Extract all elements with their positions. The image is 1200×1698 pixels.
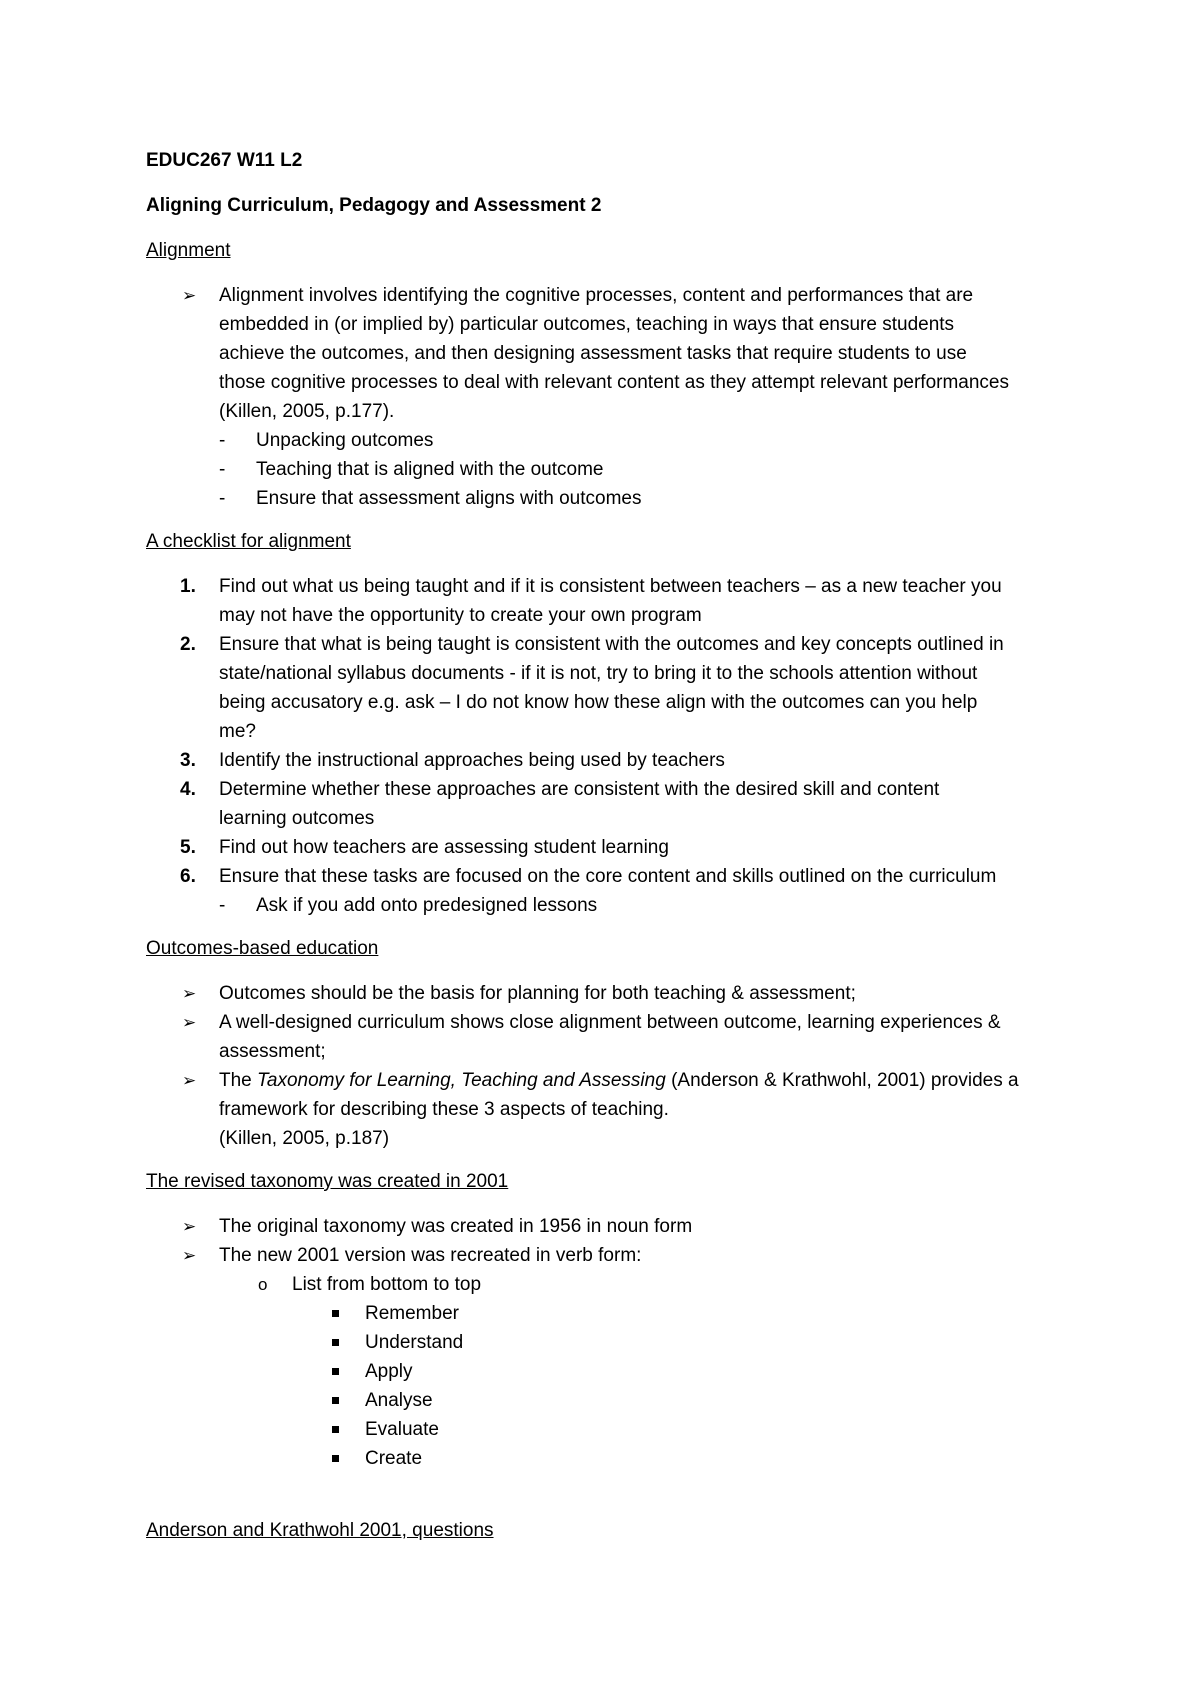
- bullet-text: [219, 1066, 1019, 1124]
- item-number: 3.: [180, 750, 196, 771]
- document-content: [146, 146, 1066, 1561]
- square-bullet-icon: [332, 1455, 339, 1462]
- bullet-item: [146, 979, 1066, 1008]
- item-text: Find out what us being taught and if it is consistent between teachers – as a new teacher you may not have the opportunity to create your own program: [219, 576, 1002, 626]
- bullet-item: [146, 1008, 1066, 1066]
- item-text: Ensure that these tasks are focused on the core content and skills outlined on the curriculum: [219, 866, 997, 887]
- course-code: EDUC267 W11 L2: [146, 150, 303, 171]
- item-text: Ensure that what is being taught is consistent with the outcomes and key concepts outlined in state/national syllabus documents - if it is not, try to bring it to the schools attention without being accusatory e.g. ask – I do not know how these align with the outcomes can you help me?: [219, 634, 1004, 742]
- square-bullet-icon: [332, 1339, 339, 1346]
- taxonomy-title: Taxonomy for Learning, Teaching and Assessing: [257, 1070, 666, 1091]
- level-text: Understand: [365, 1332, 464, 1353]
- arrow-bullet-icon: ➢: [182, 286, 197, 305]
- item-text: Find out how teachers are assessing student learning: [219, 837, 669, 858]
- square-bullet-icon: [332, 1368, 339, 1375]
- section-heading-alignment: Alignment: [146, 240, 231, 261]
- arrow-bullet-icon: ➢: [182, 984, 197, 1003]
- item-number: 5.: [180, 837, 196, 858]
- level-text: Apply: [365, 1361, 413, 1382]
- taxonomy-level: [146, 1357, 1066, 1386]
- bullet-text: A well-designed curriculum shows close alignment between outcome, learning experiences & assessment;: [219, 1012, 1001, 1062]
- dash-marker: -: [219, 488, 226, 509]
- dash-text: Ensure that assessment aligns with outcomes: [256, 488, 642, 509]
- dash-item: [146, 455, 1066, 484]
- bullet-text-post: (Anderson & Krathwohl, 2001) provides a framework for describing these 3 aspects of teaching.: [219, 1070, 1019, 1120]
- numbered-item: [146, 572, 1066, 630]
- arrow-bullet-icon: ➢: [182, 1071, 197, 1090]
- item-text: Determine whether these approaches are consistent with the desired skill and content learning outcomes: [219, 779, 940, 829]
- dash-marker: -: [219, 430, 226, 451]
- dash-marker: -: [219, 895, 226, 916]
- level-text: Evaluate: [365, 1419, 439, 1440]
- numbered-item: [146, 833, 1066, 862]
- dash-item: [146, 484, 1066, 513]
- square-bullet-icon: [332, 1397, 339, 1404]
- taxonomy-level: [146, 1299, 1066, 1328]
- square-bullet-icon: [332, 1426, 339, 1433]
- level-text: Remember: [365, 1303, 459, 1324]
- section-heading-checklist: A checklist for alignment: [146, 531, 351, 552]
- dash-text: Unpacking outcomes: [256, 430, 434, 451]
- level-text: Create: [365, 1448, 423, 1469]
- level-text: Analyse: [365, 1390, 433, 1411]
- item-number: 4.: [180, 779, 196, 800]
- dash-marker: -: [219, 459, 226, 480]
- dash-text: Teaching that is aligned with the outcome: [256, 459, 604, 480]
- bullet-item: [146, 1066, 1066, 1153]
- bullet-text: Outcomes should be the basis for planning for both teaching & assessment;: [219, 983, 856, 1004]
- dash-item: [146, 426, 1066, 455]
- bullet-item: [146, 1241, 1066, 1270]
- numbered-item: [146, 746, 1066, 775]
- sub-bullet-item: [146, 1270, 1066, 1299]
- square-bullet-icon: [332, 1310, 339, 1317]
- taxonomy-level: [146, 1415, 1066, 1444]
- item-text: Identify the instructional approaches being used by teachers: [219, 750, 725, 771]
- arrow-bullet-icon: ➢: [182, 1013, 197, 1032]
- dash-text: Ask if you add onto predesigned lessons: [256, 895, 598, 916]
- numbered-item: [146, 630, 1066, 746]
- taxonomy-level: [146, 1328, 1066, 1357]
- bullet-text: The new 2001 version was recreated in verb form:: [219, 1245, 642, 1266]
- dash-item: [146, 891, 1066, 920]
- numbered-item: [146, 862, 1066, 891]
- taxonomy-level: [146, 1386, 1066, 1415]
- arrow-bullet-icon: ➢: [182, 1246, 197, 1265]
- item-number: 2.: [180, 634, 196, 655]
- item-number: 6.: [180, 866, 196, 887]
- section-heading-obe: Outcomes-based education: [146, 938, 379, 959]
- bullet-item: [146, 1212, 1066, 1241]
- item-number: 1.: [180, 576, 196, 597]
- taxonomy-level: [146, 1444, 1066, 1473]
- bullet-text: Alignment involves identifying the cognitive processes, content and performances that are embedded in (or implied by) particular outcomes, teaching in ways that ensure students achieve the outcomes, and then designing assessment tasks that require students to use those cognitive processes to deal with relevant content as they attempt relevant performances (Killen, 2005, p.177).: [219, 285, 1009, 422]
- bullet-text-pre: The: [219, 1070, 258, 1091]
- bullet-text: The original taxonomy was created in 1956 in noun form: [219, 1216, 693, 1237]
- numbered-item: [146, 775, 1066, 833]
- sub-bullet-text: List from bottom to top: [292, 1274, 482, 1295]
- section-heading-revised: The revised taxonomy was created in 2001: [146, 1171, 509, 1192]
- page-title: Aligning Curriculum, Pedagogy and Assessment 2: [146, 195, 602, 216]
- arrow-bullet-icon: ➢: [182, 1217, 197, 1236]
- section-heading-questions: Anderson and Krathwohl 2001, questions: [146, 1520, 494, 1541]
- citation: (Killen, 2005, p.187): [219, 1128, 390, 1149]
- bullet-item: [146, 281, 1066, 426]
- circle-bullet-icon: o: [258, 1275, 268, 1294]
